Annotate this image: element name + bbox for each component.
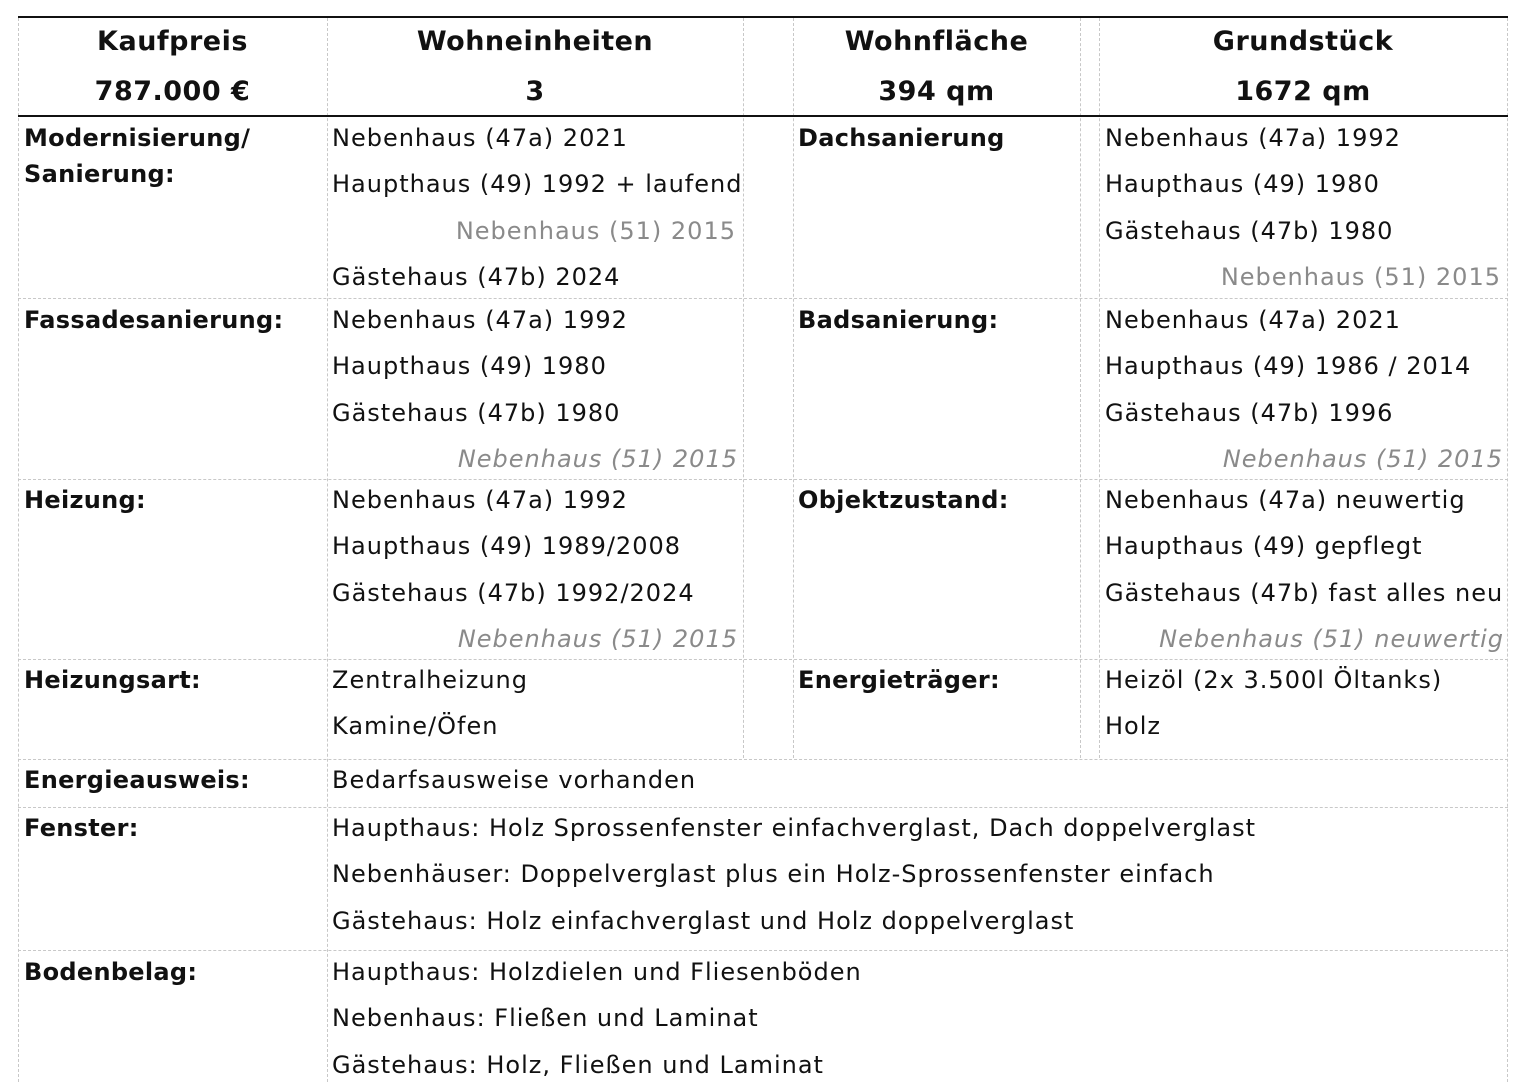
value-line: Nebenhaus (51) 2015	[1222, 444, 1503, 473]
value-line: Nebenhaus: Fließen und Laminat	[332, 1004, 759, 1033]
value-line: Nebenhaus (51) neuwertig	[1159, 624, 1504, 653]
grid-line	[743, 18, 744, 758]
grid-line	[327, 18, 328, 1082]
value-bodenbelag	[332, 949, 1502, 1088]
label-bodenbelag: Bodenbelag:	[24, 958, 198, 986]
header-grundstueck	[1099, 18, 1507, 116]
value-line: Nebenhaus (51) 2015	[457, 624, 738, 653]
value-dachsanierung	[1105, 115, 1501, 300]
value-line: Holz	[1105, 712, 1161, 741]
header-label: Wohnfläche	[844, 26, 1029, 57]
label-objektzustand: Objektzustand:	[798, 486, 1009, 514]
value-line: Nebenhaus (47a) 1992	[1105, 124, 1401, 152]
label-energietraeger: Energieträger:	[798, 666, 1000, 694]
value-line: Haupthaus: Holzdielen und Fliesenböden	[332, 958, 862, 986]
label-energieausweis: Energieausweis:	[24, 766, 250, 794]
value-line: Nebenhaus (51) 2015	[1220, 262, 1501, 291]
value-line: Haupthaus (49) gepflegt	[1105, 532, 1423, 561]
value-energietraeger	[1105, 657, 1501, 750]
value-line: Nebenhaus (51) 2015	[455, 216, 736, 245]
value-line: Gästehaus (47b) fast alles neu	[1105, 578, 1504, 607]
property-details-table	[18, 16, 1508, 1082]
value-line: Haupthaus (49) 1986 / 2014	[1105, 352, 1472, 381]
value-line: Nebenhaus (47a) 2021	[332, 124, 628, 152]
header-value: 3	[525, 76, 545, 107]
header-label: Wohneinheiten	[416, 26, 654, 57]
value-line: Zentralheizung	[332, 666, 528, 694]
value-line: Kamine/Öfen	[332, 712, 499, 741]
value-line: Nebenhaus (51) 2015	[457, 444, 738, 473]
value-line: Nebenhaus (47a) 1992	[332, 306, 628, 334]
grid-line	[1080, 18, 1081, 758]
header-value: 1672 qm	[1235, 76, 1371, 107]
value-line: Gästehaus (47b) 1992/2024	[332, 578, 695, 607]
header-label: Kaufpreis	[97, 26, 248, 57]
header-value: 787.000 €	[94, 76, 251, 107]
label-dachsanierung: Dachsanierung	[798, 124, 1005, 152]
value-heizungsart	[332, 657, 736, 750]
value-line: Gästehaus: Holz einfachverglast und Holz doppelverglast	[332, 906, 1075, 935]
value-line: Heizöl (2x 3.500l Öltanks)	[1105, 666, 1443, 694]
value-line: Haupthaus (49) 1980	[1105, 170, 1380, 199]
value-line: Haupthaus (49) 1989/2008	[332, 532, 682, 561]
label-fassadesanierung: Fassadesanierung:	[24, 306, 284, 334]
label-heizung: Heizung:	[24, 486, 146, 514]
value-line: Gästehaus (47b) 1996	[1105, 398, 1394, 427]
value-fenster	[332, 805, 1502, 944]
header-wohnflaeche	[793, 18, 1080, 116]
value-line: Gästehaus (47b) 2024	[332, 262, 621, 291]
value-line: Nebenhäuser: Doppelverglast plus ein Holz-Sprossenfenster einfach	[332, 860, 1215, 889]
label-line: Sanierung:	[24, 160, 175, 188]
label-fenster: Fenster:	[24, 814, 139, 842]
label-modernisierung	[24, 120, 250, 192]
value-line: Nebenhaus (47a) 1992	[332, 486, 628, 514]
value-energieausweis	[332, 757, 1502, 803]
label-line: Modernisierung/	[24, 124, 251, 152]
value-line: Haupthaus (49) 1980	[332, 352, 607, 381]
value-badsanierung	[1105, 297, 1503, 482]
header-value: 394 qm	[878, 76, 995, 107]
label-badsanierung: Badsanierung:	[798, 306, 999, 334]
value-heizung	[332, 477, 738, 662]
value-line: Haupthaus: Holz Sprossenfenster einfachverglast, Dach doppelverglast	[332, 814, 1257, 842]
grid-line	[1507, 18, 1508, 1082]
header-label: Grundstück	[1212, 26, 1394, 57]
label-heizungsart: Heizungsart:	[24, 666, 201, 694]
value-objektzustand	[1105, 477, 1504, 662]
value-line: Nebenhaus (47a) 2021	[1105, 306, 1401, 334]
value-line: Gästehaus: Holz, Fließen und Laminat	[332, 1050, 824, 1079]
value-line: Bedarfsausweise vorhanden	[332, 766, 697, 794]
value-line: Haupthaus (49) 1992 + laufend	[332, 170, 743, 199]
header-kaufpreis	[18, 18, 327, 116]
value-modernisierung	[332, 115, 743, 300]
header-wohneinheiten	[327, 18, 743, 116]
value-fassadesanierung	[332, 297, 738, 482]
value-line: Nebenhaus (47a) neuwertig	[1105, 486, 1466, 514]
grid-line	[793, 18, 794, 758]
grid-line	[1099, 18, 1100, 758]
grid-line	[18, 18, 19, 1082]
value-line: Gästehaus (47b) 1980	[332, 398, 621, 427]
value-line: Gästehaus (47b) 1980	[1105, 216, 1394, 245]
